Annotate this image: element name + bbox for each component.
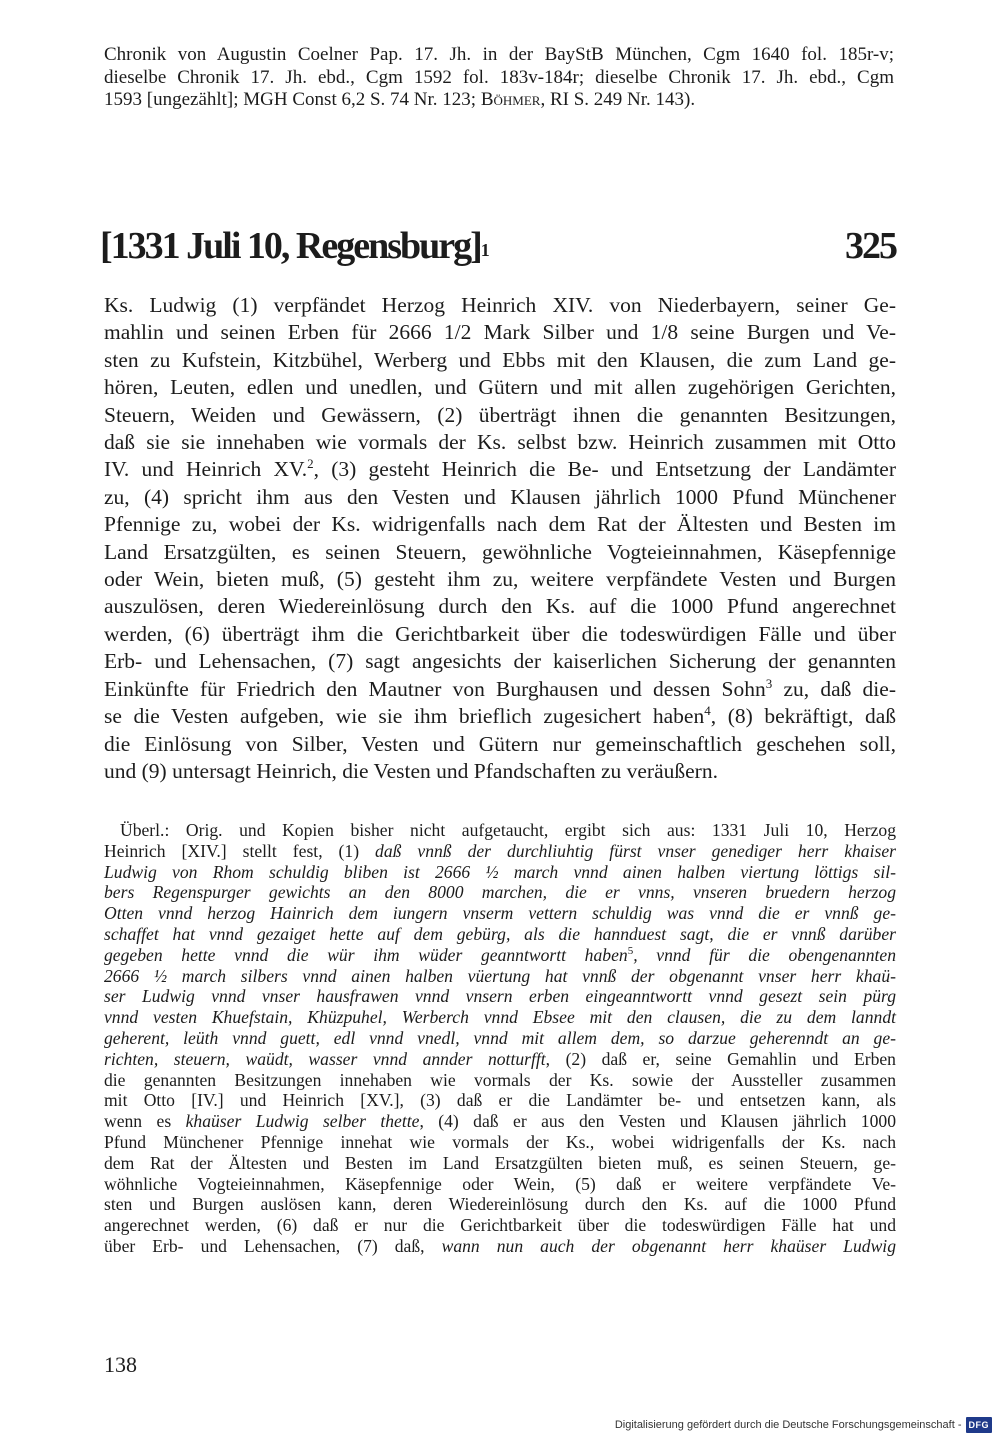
regest-line: Ks. Ludwig (1) verpfändet Herzog Heinrich XIV. von Niederbayern, seiner Ge- xyxy=(104,293,896,317)
source-note-line: 1593 [ungezählt]; MGH Const 6,2 S. 74 Nr. 123; Böhmer, RI S. 249 Nr. 143). xyxy=(104,89,696,110)
transmission-line: bers Regenspurger gewichts an den 8000 marchen, die er vnns, vnseren bruedern herzog xyxy=(104,882,896,903)
transmission-line: sten und Burgen auslösen kann, deren Wiedereinlösung durch den Ks. auf die 1000 Pfund xyxy=(104,1194,896,1215)
regest-line: sten zu Kufstein, Kitzbühel, Werberg und Ebbs mit den Klausen, die zum Land ge- xyxy=(104,347,896,372)
transmission-line: die genannten Besitzungen innehaben wie vormals der Ks. sowie der Aussteller zusammen xyxy=(104,1069,896,1090)
transmission-line: Pfund Münchener Pfennige innehat wie vormals der Ks., wobei widrigenfalls der Ks. nach xyxy=(104,1131,896,1152)
footnote-mark: 4 xyxy=(704,702,711,718)
page-number: 138 xyxy=(104,1352,137,1377)
footnote-mark: 2 xyxy=(307,456,314,472)
transmission-line: schaffet hat vnnd gezaiget hette auf dem gebürg, als die hannduest sagt, die er vnnß darüber xyxy=(104,923,896,944)
transmission-line: wöhnliche Vogteieinnahmen, Käsepfennige oder Wein, (5) daß er weitere verpfändete Ve- xyxy=(104,1173,896,1194)
regest-line: und (9) untersagt Heinrich, die Vesten und Pfandschaften zu veräußern. xyxy=(104,758,718,783)
regest-line: daß sie sie innehaben wie vormals der Ks. selbst bzw. Heinrich zusammen mit Otto xyxy=(104,430,896,455)
regest-line: zu, (4) spricht ihm aus den Vesten und Klausen jährlich 1000 Pfund Münchener xyxy=(104,484,896,509)
regest-line: werden, (6) überträgt ihm die Gerichtbarkeit über die todeswürdigen Fälle und über xyxy=(104,621,896,646)
transmission-line: dem Rat der Ältesten und Besten im Land Ersatzgülten bieten muß, es seinen Steuern, ge- xyxy=(104,1152,896,1173)
regest-line: auszulösen, deren Wiedereinlösung durch den Ks. auf die 1000 Pfund angerechnet xyxy=(104,594,896,619)
source-note-line: Chronik von Augustin Coelner Pap. 17. Jh. in der BayStB München, Cgm 1640 fol. 185r-v; xyxy=(104,44,894,65)
footnote-mark: 1 xyxy=(480,240,490,260)
transmission-note xyxy=(104,820,896,1257)
transmission-line: richten, steuern, waüdt, wasser vnnd annder notturfft, (2) daß er, seine Gemahlin und Erben xyxy=(104,1048,896,1069)
regest-line: mahlin und seinen Erben für 2666 1/2 Mark Silber und 1/8 seine Burgen und Ve- xyxy=(104,320,896,345)
regest-line: se die Vesten aufgeben, wie sie ihm brieflich zugesichert haben$^4$, (8) bekräftigt, daß xyxy=(104,702,896,729)
transmission-line: mit Otto [IV.] und Heinrich [XV.], (3) daß er die Landämter be- und entsetzen kann, als xyxy=(104,1090,896,1111)
regest-paragraph xyxy=(104,292,896,785)
transmission-line: Heinrich [XIV.] stellt fest, (1) daß vnnß der durchliuhtig fürst vnser genediger herr khaiser xyxy=(104,840,896,861)
footnote-mark: 5 xyxy=(627,944,634,957)
document-heading xyxy=(100,222,896,272)
regest-line: Land Ersatzgülten, es seinen Steuern, gewöhnliche Vogteieinnahmen, Käsepfennige xyxy=(104,539,896,564)
regest-line: IV. und Heinrich XV.$^2$, (3) gesteht Heinrich die Be- und Entsetzung der Landämter xyxy=(104,456,896,482)
transmission-line: Überl.: Orig. und Kopien bisher nicht aufgetaucht, ergibt sich aus: 1331 Juli 10, Herzog xyxy=(120,820,896,840)
credit-text: Digitalisierung gefördert durch die Deutsche Forschungsgemeinschaft - xyxy=(614,1419,962,1431)
regest-line: Erb- und Lehensachen, (7) sagt angesichts der kaiserlichen Sicherung der genannten xyxy=(104,649,896,674)
transmission-line: Otten vnnd herzog Hainrich dem iungern vnserm vettern schuldig was vnnd die er vnnß ge- xyxy=(104,903,896,924)
source-note xyxy=(104,44,894,112)
author-smallcaps: Böhmer xyxy=(480,89,541,110)
transmission-line: wenn es khaüser Ludwig selber thette, (4) daß er aus den Vesten und Klausen jährlich 1000 xyxy=(104,1111,896,1132)
dfg-logo: DFG xyxy=(966,1417,993,1433)
regest-line: Pfennige zu, wobei der Ks. widrigenfalls nach dem Rat der Ältesten und Besten im xyxy=(104,512,896,537)
regest-line: Steuern, Weiden und Gewässern, (2) überträgt ihnen die genannten Besitzungen, xyxy=(104,402,896,427)
regest-line: die Einlösung von Silber, Vesten und Gütern nur gemeinschaftlich geschehen soll, xyxy=(104,731,896,756)
transmission-line: 2666 ½ march silbers vnnd ainen halben vüertung hat vnnß der obgenannt vnser herr khaü- xyxy=(104,965,896,986)
transmission-line: geherent, leüth vnnd guett, edl vnnd vnedl, vnnd mit allem dem, so darzue geherenndt an ge- xyxy=(104,1027,896,1048)
digitization-credit xyxy=(615,1417,992,1433)
regest-line: hören, Leuten, edlen und unedlen, und Gütern und mit allen zugehörigen Gerichten, xyxy=(104,375,896,400)
transmission-line: über Erb- und Lehensachen, (7) daß, wann nun auch der obgenannt herr khaüser Ludwig xyxy=(104,1235,896,1256)
regest-line: Einkünfte für Friedrich den Mautner von Burghausen und dessen Sohn$^3$ zu, daß die- xyxy=(104,675,896,701)
regest-line: oder Wein, bieten muß, (5) gesteht ihm zu, weitere verpfändete Vesten und Burgen xyxy=(104,567,896,592)
footnote-mark: 3 xyxy=(765,675,773,691)
quoted-source-text: daß vnnß der durchliuhtig fürst vnser genediger herr khaiser xyxy=(375,840,896,861)
transmission-line: gegeben hette vnnd die wür ihm wüder geanntwortt haben$^5$, vnnd für die obengenannten xyxy=(104,944,896,965)
transmission-line: ser Ludwig vnnd vnser hausfrawen vnnd vnsern erben eingeanntwortt vnnd gesezt sein pürg xyxy=(104,986,896,1007)
source-note-line: dieselbe Chronik 17. Jh. ebd., Cgm 1592 fol. 183v-184r; dieselbe Chronik 17. Jh. ebd., Cgm xyxy=(104,66,894,88)
document-number: 325 xyxy=(845,225,896,267)
transmission-line: angerechnet werden, (6) daß er nur die Gerichtbarkeit über die todeswürdigen Fälle hat und xyxy=(104,1215,896,1236)
transmission-line: vnnd vesten Khuefstain, Khüzpuhel, Werberch vnnd Ebsee mit den clausen, die zu dem lanndt xyxy=(104,1007,896,1028)
document-date-place: [1331 Juli 10, Regensburg]$^1$ xyxy=(100,225,490,267)
transmission-line: Ludwig von Rhom schuldig bliben ist 2666 ½ march vnnd ainen halben viertung löttigs sil- xyxy=(104,861,896,882)
